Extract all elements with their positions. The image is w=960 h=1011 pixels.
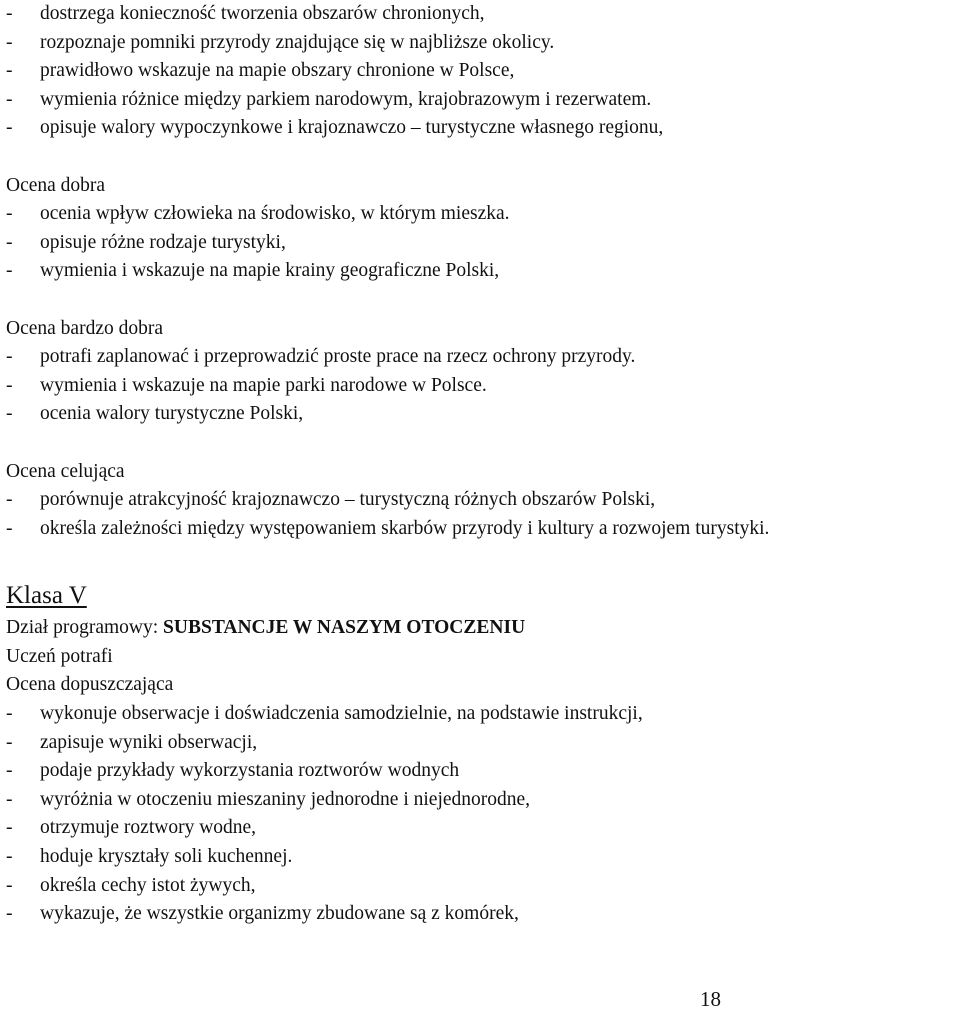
bullet-dash: - xyxy=(6,203,13,225)
list-item-text: otrzymuje roztwory wodne, xyxy=(40,817,257,839)
list-item-text: wymienia i wskazuje na mapie krainy geograficzne Polski, xyxy=(40,260,500,282)
bullet-dash: - xyxy=(6,231,13,253)
spacer xyxy=(6,143,956,172)
list-item-text: ocenia wpływ człowieka na środowisko, w którym mieszka. xyxy=(40,203,510,225)
list-item xyxy=(6,229,956,258)
list-item xyxy=(6,872,956,901)
student-can-line: Uczeń potrafi xyxy=(6,645,113,667)
list-item-text: rozpoznaje pomniki przyrody znajdujące się w najbliższe okolicy. xyxy=(40,31,555,53)
list-item-text: ocenia walory turystyczne Polski, xyxy=(40,403,304,425)
bullet-dash: - xyxy=(6,31,13,53)
bullet-dash: - xyxy=(6,846,13,868)
grade-heading: Ocena dobra xyxy=(6,174,106,196)
program-section-value: SUBSTANCJE W NASZYM OTOCZENIU xyxy=(163,617,526,639)
class-title: Klasa V xyxy=(6,582,87,610)
list-item xyxy=(6,786,956,815)
list-item-text: wymienia różnice między parkiem narodowym, krajobrazowym i rezerwatem. xyxy=(40,88,652,110)
list-item xyxy=(6,700,956,729)
program-section-line xyxy=(6,614,956,643)
list-item xyxy=(6,843,956,872)
section1-list xyxy=(6,0,956,143)
list-item-text: opisuje walory wypoczynkowe i krajoznawczo – turystyczne własnego regionu, xyxy=(40,117,664,139)
list-item xyxy=(6,86,956,115)
bullet-dash: - xyxy=(6,731,13,753)
list-item xyxy=(6,900,956,929)
bullet-dash: - xyxy=(6,703,13,725)
bullet-dash: - xyxy=(6,517,13,539)
list-item xyxy=(6,486,956,515)
list-item-text: prawidłowo wskazuje na mapie obszary chronione w Polsce, xyxy=(40,60,515,82)
list-item-text: wymienia i wskazuje na mapie parki narodowe w Polsce. xyxy=(40,374,487,396)
list-item-text: podaje przykłady wykorzystania roztworów wodnych xyxy=(40,760,460,782)
list-item xyxy=(6,257,956,286)
class-section xyxy=(6,581,956,929)
bullet-dash: - xyxy=(6,3,13,24)
bullet-dash: - xyxy=(6,403,13,425)
list-item-text: porównuje atrakcyjność krajoznawczo – turystyczną różnych obszarów Polski, xyxy=(40,489,656,511)
list-item-text: określa zależności między występowaniem skarbów przyrody i kultury a rozwojem turystyki. xyxy=(40,517,770,539)
spacer xyxy=(6,429,956,458)
bullet-dash: - xyxy=(6,903,13,925)
grade-dobra-section xyxy=(6,172,956,286)
bullet-dash: - xyxy=(6,374,13,396)
list-item xyxy=(6,114,956,143)
page-number: 18 xyxy=(700,987,721,1011)
program-section-label: Dział programowy: xyxy=(6,617,164,639)
list-item xyxy=(6,515,956,544)
list-item-text: opisuje różne rodzaje turystyki, xyxy=(40,231,286,253)
grade-heading: Ocena bardzo dobra xyxy=(6,317,163,339)
bullet-dash: - xyxy=(6,760,13,782)
bullet-dash: - xyxy=(6,346,13,368)
list-item xyxy=(6,343,956,372)
grade-heading: Ocena dopuszczająca xyxy=(6,674,174,696)
list-item-text: dostrzega konieczność tworzenia obszarów chronionych, xyxy=(40,3,485,24)
list-item-text: określa cechy istot żywych, xyxy=(40,874,256,896)
list-item-text: hoduje kryształy soli kuchennej. xyxy=(40,846,293,868)
grade-bardzo-dobra-section xyxy=(6,315,956,429)
list-item-text: wyróżnia w otoczeniu mieszaniny jednorodne i niejednorodne, xyxy=(40,788,531,810)
list-item xyxy=(6,814,956,843)
grade-celujaca-section xyxy=(6,458,956,544)
bullet-dash: - xyxy=(6,260,13,282)
spacer xyxy=(6,286,956,315)
bullet-dash: - xyxy=(6,117,13,139)
bullet-dash: - xyxy=(6,489,13,511)
bullet-dash: - xyxy=(6,88,13,110)
page-content xyxy=(6,0,956,929)
list-item-text: wykonuje obserwacje i doświadczenia samodzielnie, na podstawie instrukcji, xyxy=(40,703,643,725)
bullet-dash: - xyxy=(6,788,13,810)
list-item xyxy=(6,400,956,429)
list-item xyxy=(6,729,956,758)
list-item xyxy=(6,200,956,229)
list-item-text: wykazuje, że wszystkie organizmy zbudowane są z komórek, xyxy=(40,903,519,925)
list-item xyxy=(6,0,956,29)
list-item-text: zapisuje wyniki obserwacji, xyxy=(40,731,258,753)
list-item xyxy=(6,372,956,401)
bullet-dash: - xyxy=(6,60,13,82)
list-item xyxy=(6,757,956,786)
spacer xyxy=(6,543,956,581)
grade-heading: Ocena celująca xyxy=(6,460,125,482)
list-item-text: potrafi zaplanować i przeprowadzić proste prace na rzecz ochrony przyrody. xyxy=(40,346,636,368)
bullet-dash: - xyxy=(6,874,13,896)
bullet-dash: - xyxy=(6,817,13,839)
list-item xyxy=(6,29,956,58)
list-item xyxy=(6,57,956,86)
